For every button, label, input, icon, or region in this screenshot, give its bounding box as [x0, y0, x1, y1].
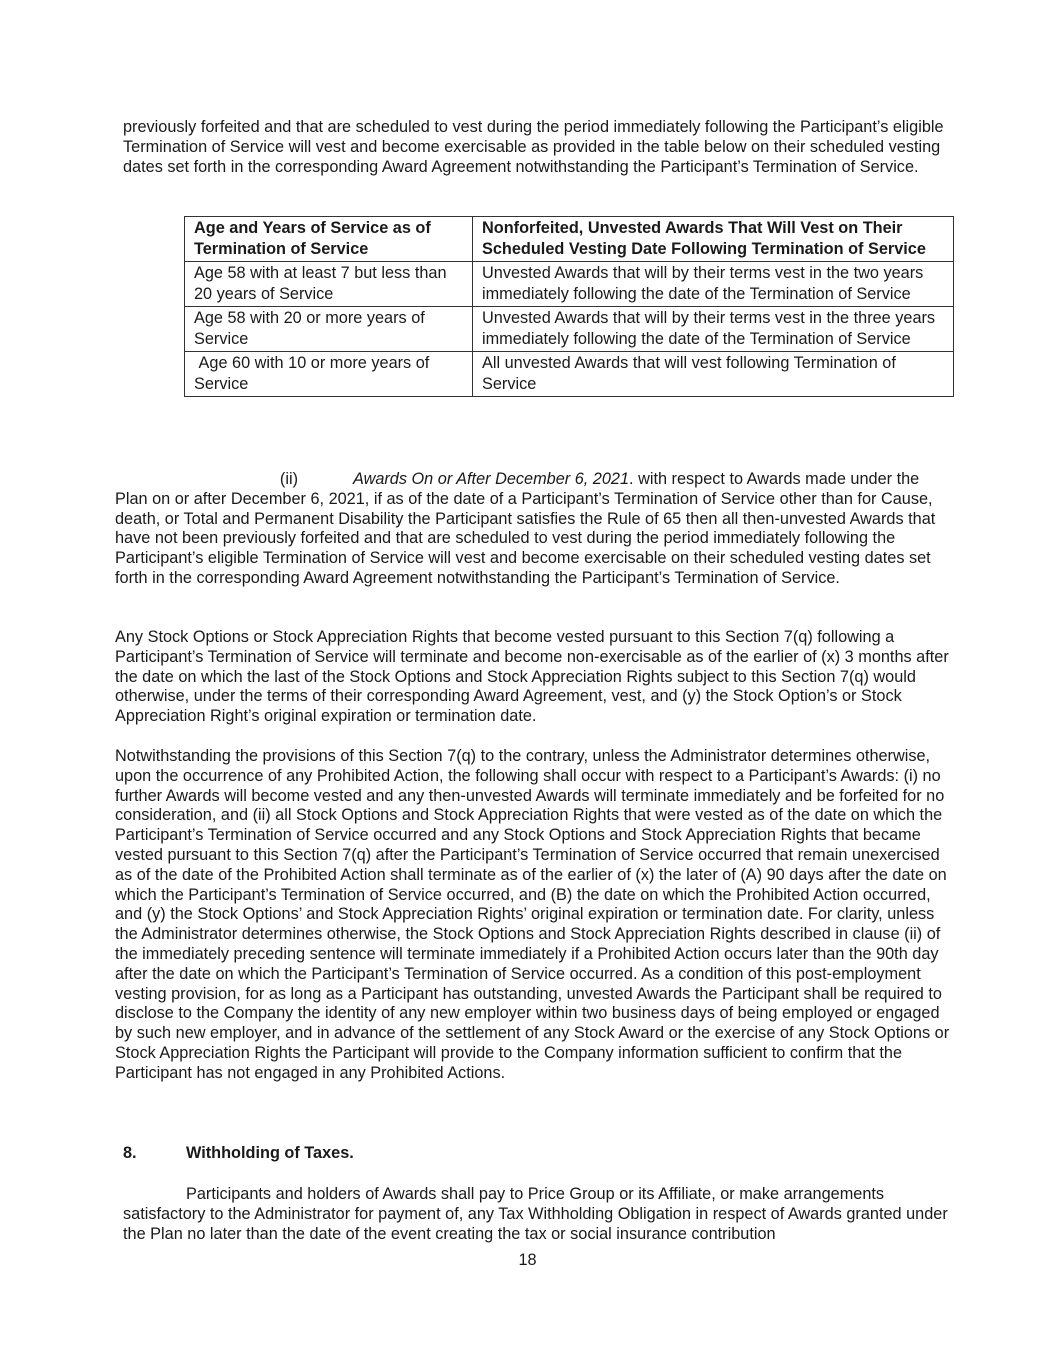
table-cell-age: Age 58 with at least 7 but less than 20 years of Service — [185, 262, 473, 307]
prohibited-action-paragraph: Notwithstanding the provisions of this Section 7(q) to the contrary, unless the Administrator determines otherwise, upon the occurrence of any Prohibited Action, the following shall occur with respect to a Participant’s Awards: (i) no further Awards will become vested and any then-unvested Awards will terminate immediately and be forfeited for no consideration, and (ii) all Stock Options and Stock Appreciation Rights that were vested as of the date on which the Participant’s Termination of Service occurred and any Stock Options and Stock Appreciation Rights that became vested pursuant to this Section 7(q) after the Participant’s Termination of Service occurred that remain unexercised as of the date of the Prohibited Action shall terminate as of the earlier of (x) the later of (A) 90 days after the date on which the Participant’s Termination of Service occurred, and (B) the date on which the Prohibited Action occurred, and (y) the Stock Options’ and Stock Appreciation Rights’ original expiration or termination date. For clarity, unless the Administrator determines otherwise, the Stock Options and Stock Appreciation Rights described in clause (ii) of the immediately preceding sentence will terminate immediately if a Prohibited Action occurs later than the 90th day after the date on which the Participant’s Termination of Service occurred. As a condition of this post-employment vesting provision, for as long as a Participant has outstanding, unvested Awards the Participant shall be required to disclose to the Company the identity of any new employer within two business days of being employed or engaged by such new employer, and in advance of the settlement of any Stock Award or the exercise of any Stock Options or Stock Appreciation Rights the Participant will provide to the Company information sufficient to confirm that the Participant has not engaged in any Prohibited Actions. — [115, 747, 950, 1082]
page-number: 18 — [518, 1251, 537, 1269]
table-header-row — [185, 217, 954, 262]
subsection-body: . with respect to Awards made under the Plan on or after December 6, 2021, if as of the date of a Participant’s Termination of Service other than for Cause, death, or Total and Permanent Disability the Participant satisfies the Rule of 65 then all then-unvested Awards that have not been previously forfeited and that are scheduled to vest during the period immediately following the Participant’s eligible Termination of Service will vest and become exercisable on their scheduled vesting dates set forth in the corresponding Award Agreement notwithstanding the Participant’s Termination of Service. — [115, 470, 936, 587]
table-cell-awards: All unvested Awards that will vest following Termination of Service — [473, 352, 954, 397]
subsection-title: Awards On or After December 6, 2021 — [353, 470, 630, 488]
table-header-age: Age and Years of Service as of Termination of Service — [185, 217, 473, 262]
section-heading — [123, 1144, 354, 1164]
table-cell-age: Age 58 with 20 or more years of Service — [185, 307, 473, 352]
table-cell-awards: Unvested Awards that will by their terms vest in the three years immediately following the date of the Termination of Service — [473, 307, 954, 352]
withholding-paragraph: Participants and holders of Awards shall pay to Price Group or its Affiliate, or make arrangements satisfactory to the Administrator for payment of, any Tax Withholding Obligation in respect of Awards granted under the Plan no later than the date of the event creating the tax or social insurance contribution — [123, 1185, 948, 1243]
section-number: 8. — [123, 1144, 137, 1162]
table-cell-awards: Unvested Awards that will by their terms vest in the two years immediately following the date of the Termination of Service — [473, 262, 954, 307]
table-cell-age: Age 60 with 10 or more years of Service — [185, 352, 473, 397]
table-row — [185, 262, 954, 307]
table-row — [185, 352, 954, 397]
intro-paragraph: previously forfeited and that are scheduled to vest during the period immediately following the Participant’s eligible Termination of Service will vest and become exercisable as provided in the table below on their scheduled vesting dates set forth in the corresponding Award Agreement notwithstanding the Participant’s Termination of Service. — [123, 118, 944, 176]
subsection-number: (ii) — [279, 470, 298, 488]
table-header-awards: Nonforfeited, Unvested Awards That Will Vest on Their Scheduled Vesting Date Following Termination of Service — [473, 217, 954, 262]
section-title: Withholding of Taxes. — [186, 1144, 354, 1162]
table-row — [185, 307, 954, 352]
vesting-table — [184, 216, 954, 397]
subsection-ii — [115, 470, 955, 589]
options-termination-paragraph: Any Stock Options or Stock Appreciation Rights that become vested pursuant to this Section 7(q) following a Participant’s Termination of Service will terminate and become non-exercisable as of the earlier of (x) 3 months after the date on which the last of the Stock Options and Stock Appreciation Rights subject to this Section 7(q) would otherwise, under the terms of their corresponding Award Agreement, vest, and (y) the Stock Option’s or Stock Appreciation Right’s original expiration or termination date. — [115, 628, 949, 726]
